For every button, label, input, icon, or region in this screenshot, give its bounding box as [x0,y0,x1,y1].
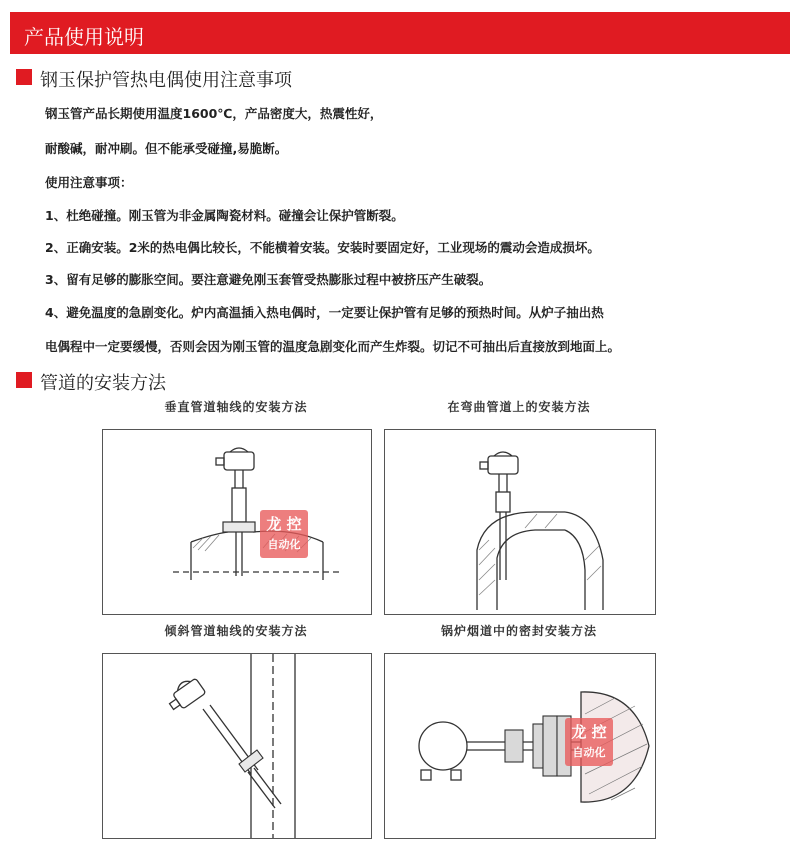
diagram-vertical-install [102,429,372,615]
section-title: 钢玉保护管热电偶使用注意事项 [40,70,292,91]
diagram-inclined-install [102,653,372,839]
watermark-logo [260,510,308,558]
paragraph-item-2: 2、正确安装。2米的热电偶比较长，不能横着安装。安装时要固定好，工业现场的震动会造成损坏。 [45,240,600,255]
section-marker [16,372,32,388]
watermark-line1: 龙 控 [266,515,302,533]
section-title: 管道的安装方法 [40,373,166,394]
watermark-line1: 龙 控 [571,723,607,741]
diagram-flue-install [384,653,656,839]
diagram-bent-drawing [385,430,655,614]
diagram-caption-vertical: 垂直管道轴线的安装方法 [164,400,308,414]
diagram-vertical-drawing [103,430,371,614]
paragraph-subhead: 使用注意事项： [45,175,133,190]
paragraph-intro-2: 耐酸碱，耐冲刷。但不能承受碰撞,易脆断。 [45,141,288,156]
diagram-caption-inclined: 倾斜管道轴线的安装方法 [164,624,308,638]
diagram-inclined-drawing [103,654,371,838]
diagram-bent-install [384,429,656,615]
paragraph-intro: 钢玉管产品长期使用温度1600℃，产品密度大，热震性好， [45,106,383,121]
banner-title: 产品使用说明 [24,25,144,49]
paragraph-item-4-cont: 电偶程中一定要缓慢，否则会因为刚玉管的温度急剧变化而产生炸裂。切记不可抽出后直接放到地面上。 [45,339,621,354]
paragraph-item-1: 1、杜绝碰撞。刚玉管为非金属陶瓷材料。碰撞会让保护管断裂。 [45,208,404,223]
header-banner [10,12,790,54]
watermark-line2: 自动化 [572,746,606,759]
watermark-line2: 自动化 [267,538,301,551]
section-marker [16,69,32,85]
watermark-logo [565,718,613,766]
diagram-caption-flue: 锅炉烟道中的密封安装方法 [440,624,597,638]
paragraph-item-3: 3、留有足够的膨胀空间。要注意避免刚玉套管受热膨胀过程中被挤压产生破裂。 [45,272,492,287]
diagram-caption-bent: 在弯曲管道上的安装方法 [447,400,591,414]
paragraph-item-4: 4、避免温度的急剧变化。炉内高温插入热电偶时，一定要让保护管有足够的预热时间。从炉子抽出热 [45,305,604,320]
diagram-flue-drawing [385,654,655,838]
